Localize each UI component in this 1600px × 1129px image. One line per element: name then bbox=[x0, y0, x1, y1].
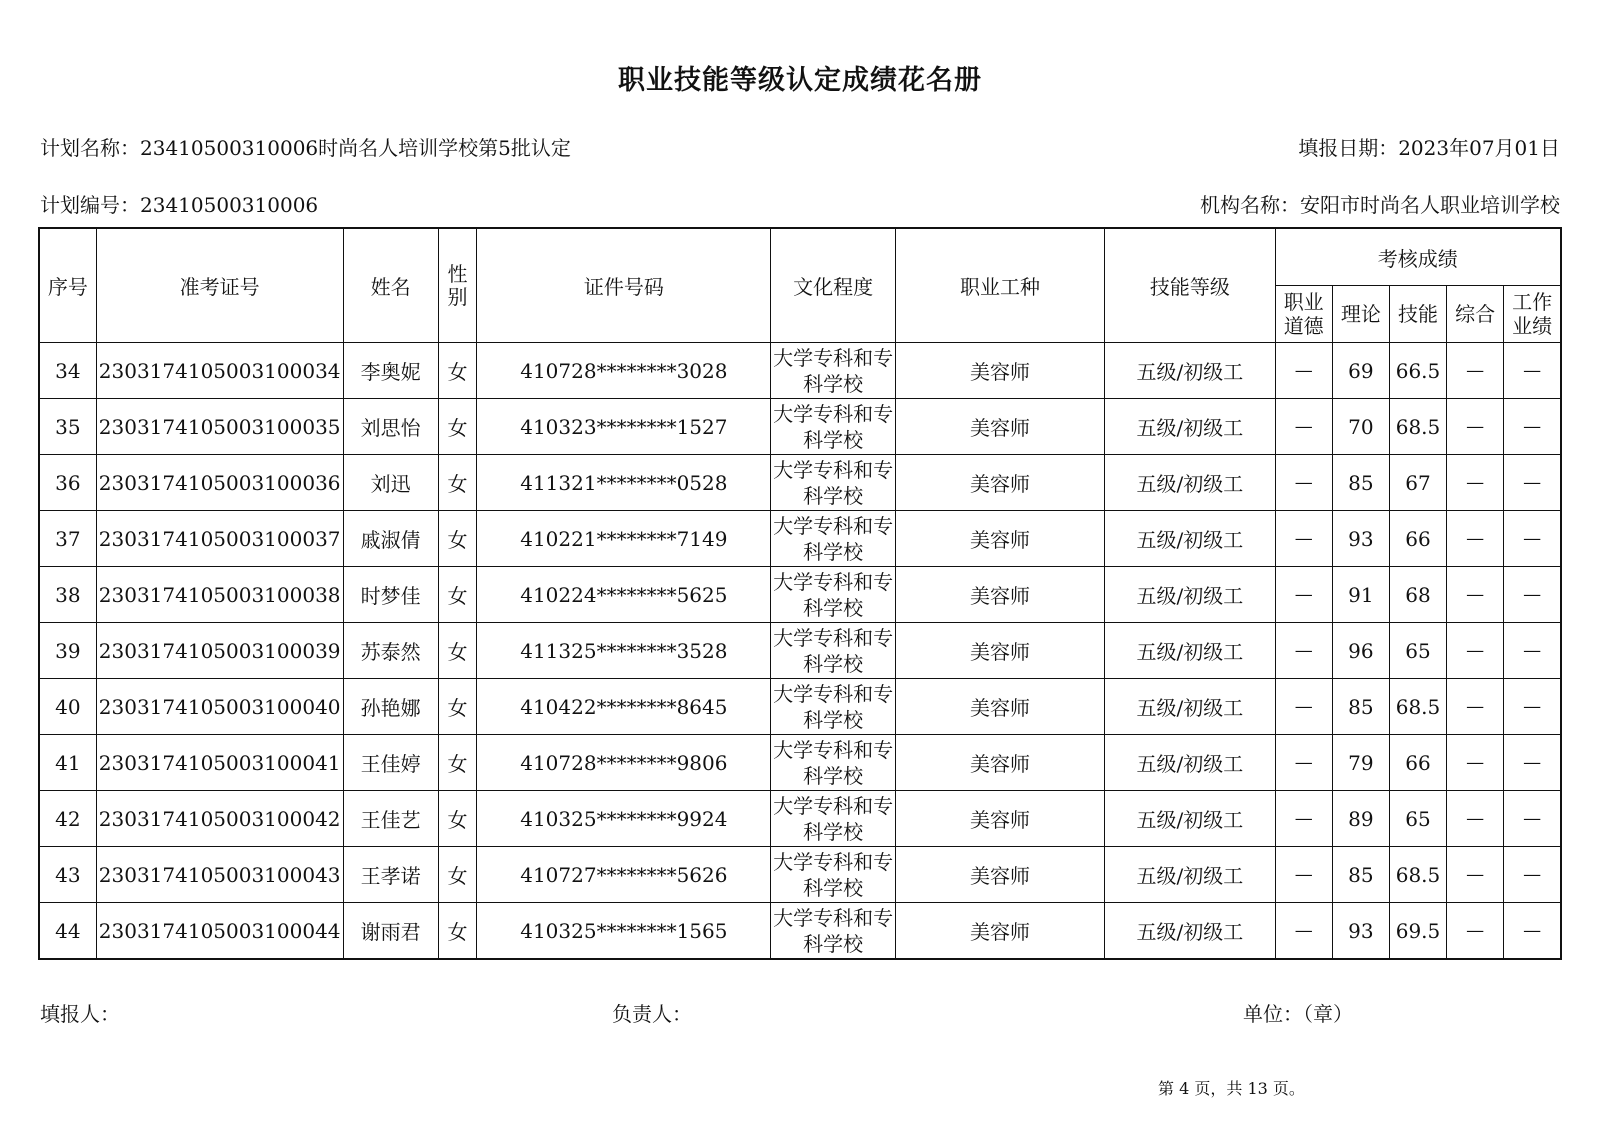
cell-gender: 女 bbox=[438, 567, 477, 623]
cell-seq: 35 bbox=[39, 399, 96, 455]
cell-overall: — bbox=[1447, 735, 1504, 791]
cell-occupation: 美容师 bbox=[895, 567, 1104, 623]
cell-id-no: 410728********3028 bbox=[477, 343, 771, 399]
table-row bbox=[39, 735, 1561, 791]
cell-education: 大学专科和专科学校 bbox=[771, 847, 896, 903]
cell-seq: 44 bbox=[39, 903, 96, 960]
col-header-overall: 综合 bbox=[1447, 286, 1504, 343]
cell-ethics: — bbox=[1275, 567, 1332, 623]
page-title: 职业技能等级认定成绩花名册 bbox=[618, 65, 982, 96]
col-header-scores: 考核成绩 bbox=[1275, 228, 1561, 286]
cell-theory: 69 bbox=[1332, 343, 1389, 399]
cell-ethics: — bbox=[1275, 679, 1332, 735]
table-row bbox=[39, 399, 1561, 455]
cell-gender: 女 bbox=[438, 343, 477, 399]
cell-education: 大学专科和专科学校 bbox=[771, 455, 896, 511]
cell-work: — bbox=[1504, 679, 1561, 735]
table-row bbox=[39, 679, 1561, 735]
col-header-occupation: 职业工种 bbox=[895, 228, 1104, 343]
col-header-exam-no: 准考证号 bbox=[96, 228, 343, 343]
cell-education: 大学专科和专科学校 bbox=[771, 399, 896, 455]
cell-level: 五级/初级工 bbox=[1105, 903, 1275, 960]
cell-overall: — bbox=[1447, 623, 1504, 679]
cell-occupation: 美容师 bbox=[895, 735, 1104, 791]
cell-theory: 79 bbox=[1332, 735, 1389, 791]
supervisor-label: 负责人： bbox=[612, 1002, 692, 1026]
cell-theory: 85 bbox=[1332, 679, 1389, 735]
cell-level: 五级/初级工 bbox=[1105, 567, 1275, 623]
plan-name: 计划名称：23410500310006时尚名人培训学校第5批认定 bbox=[40, 136, 571, 160]
cell-work: — bbox=[1504, 511, 1561, 567]
cell-education: 大学专科和专科学校 bbox=[771, 567, 896, 623]
cell-id-no: 410325********1565 bbox=[477, 903, 771, 960]
cell-education: 大学专科和专科学校 bbox=[771, 343, 896, 399]
cell-seq: 43 bbox=[39, 847, 96, 903]
cell-skill: 68.5 bbox=[1389, 679, 1446, 735]
cell-exam-no: 2303174105003100038 bbox=[96, 567, 343, 623]
cell-name: 李奥妮 bbox=[343, 343, 438, 399]
col-header-ethics: 职业道德 bbox=[1275, 286, 1332, 343]
cell-exam-no: 2303174105003100035 bbox=[96, 399, 343, 455]
cell-ethics: — bbox=[1275, 847, 1332, 903]
cell-education: 大学专科和专科学校 bbox=[771, 679, 896, 735]
cell-name: 刘思怡 bbox=[343, 399, 438, 455]
cell-gender: 女 bbox=[438, 847, 477, 903]
table-row bbox=[39, 455, 1561, 511]
cell-theory: 85 bbox=[1332, 847, 1389, 903]
org-name: 机构名称：安阳市时尚名人职业培训学校 bbox=[1200, 193, 1560, 217]
cell-seq: 41 bbox=[39, 735, 96, 791]
cell-gender: 女 bbox=[438, 511, 477, 567]
cell-skill: 65 bbox=[1389, 623, 1446, 679]
cell-level: 五级/初级工 bbox=[1105, 679, 1275, 735]
cell-exam-no: 2303174105003100040 bbox=[96, 679, 343, 735]
cell-occupation: 美容师 bbox=[895, 903, 1104, 960]
cell-gender: 女 bbox=[438, 903, 477, 960]
cell-ethics: — bbox=[1275, 511, 1332, 567]
cell-overall: — bbox=[1447, 343, 1504, 399]
cell-name: 时梦佳 bbox=[343, 567, 438, 623]
cell-name: 王佳艺 bbox=[343, 791, 438, 847]
cell-level: 五级/初级工 bbox=[1105, 791, 1275, 847]
table-row bbox=[39, 623, 1561, 679]
cell-overall: — bbox=[1447, 567, 1504, 623]
cell-work: — bbox=[1504, 567, 1561, 623]
cell-name: 苏泰然 bbox=[343, 623, 438, 679]
cell-skill: 67 bbox=[1389, 455, 1446, 511]
cell-exam-no: 2303174105003100037 bbox=[96, 511, 343, 567]
roster-body bbox=[39, 343, 1561, 960]
col-header-skill: 技能 bbox=[1389, 286, 1446, 343]
cell-level: 五级/初级工 bbox=[1105, 623, 1275, 679]
cell-gender: 女 bbox=[438, 679, 477, 735]
cell-seq: 38 bbox=[39, 567, 96, 623]
filler-label: 填报人： bbox=[40, 1002, 120, 1026]
cell-exam-no: 2303174105003100041 bbox=[96, 735, 343, 791]
cell-gender: 女 bbox=[438, 791, 477, 847]
cell-ethics: — bbox=[1275, 735, 1332, 791]
cell-overall: — bbox=[1447, 679, 1504, 735]
cell-name: 王孝诺 bbox=[343, 847, 438, 903]
col-header-seq: 序号 bbox=[39, 228, 96, 343]
cell-seq: 42 bbox=[39, 791, 96, 847]
cell-work: — bbox=[1504, 847, 1561, 903]
cell-theory: 96 bbox=[1332, 623, 1389, 679]
cell-work: — bbox=[1504, 623, 1561, 679]
cell-overall: — bbox=[1447, 903, 1504, 960]
table-row bbox=[39, 511, 1561, 567]
cell-theory: 93 bbox=[1332, 511, 1389, 567]
cell-ethics: — bbox=[1275, 791, 1332, 847]
cell-exam-no: 2303174105003100034 bbox=[96, 343, 343, 399]
cell-seq: 39 bbox=[39, 623, 96, 679]
cell-level: 五级/初级工 bbox=[1105, 343, 1275, 399]
cell-theory: 91 bbox=[1332, 567, 1389, 623]
cell-skill: 68.5 bbox=[1389, 399, 1446, 455]
cell-skill: 66 bbox=[1389, 511, 1446, 567]
cell-occupation: 美容师 bbox=[895, 455, 1104, 511]
cell-overall: — bbox=[1447, 847, 1504, 903]
cell-name: 王佳婷 bbox=[343, 735, 438, 791]
cell-theory: 85 bbox=[1332, 455, 1389, 511]
cell-work: — bbox=[1504, 455, 1561, 511]
cell-id-no: 410727********5626 bbox=[477, 847, 771, 903]
cell-seq: 34 bbox=[39, 343, 96, 399]
cell-gender: 女 bbox=[438, 455, 477, 511]
cell-exam-no: 2303174105003100042 bbox=[96, 791, 343, 847]
cell-ethics: — bbox=[1275, 399, 1332, 455]
table-row bbox=[39, 567, 1561, 623]
table-row bbox=[39, 847, 1561, 903]
cell-level: 五级/初级工 bbox=[1105, 847, 1275, 903]
cell-occupation: 美容师 bbox=[895, 623, 1104, 679]
col-header-work: 工作业绩 bbox=[1504, 286, 1561, 343]
cell-education: 大学专科和专科学校 bbox=[771, 791, 896, 847]
cell-id-no: 411325********3528 bbox=[477, 623, 771, 679]
cell-skill: 68 bbox=[1389, 567, 1446, 623]
cell-education: 大学专科和专科学校 bbox=[771, 903, 896, 960]
cell-level: 五级/初级工 bbox=[1105, 399, 1275, 455]
score-roster-table bbox=[38, 227, 1562, 960]
cell-level: 五级/初级工 bbox=[1105, 455, 1275, 511]
col-header-theory: 理论 bbox=[1332, 286, 1389, 343]
page-indicator: 第 4 页，共 13 页。 bbox=[1158, 1079, 1305, 1098]
cell-work: — bbox=[1504, 903, 1561, 960]
cell-ethics: — bbox=[1275, 623, 1332, 679]
cell-exam-no: 2303174105003100044 bbox=[96, 903, 343, 960]
cell-occupation: 美容师 bbox=[895, 511, 1104, 567]
cell-skill: 68.5 bbox=[1389, 847, 1446, 903]
cell-theory: 70 bbox=[1332, 399, 1389, 455]
table-row bbox=[39, 791, 1561, 847]
unit-seal-label: 单位：（章） bbox=[1243, 1002, 1353, 1026]
col-header-name: 姓名 bbox=[343, 228, 438, 343]
cell-skill: 66 bbox=[1389, 735, 1446, 791]
cell-seq: 37 bbox=[39, 511, 96, 567]
table-row bbox=[39, 903, 1561, 960]
cell-level: 五级/初级工 bbox=[1105, 735, 1275, 791]
cell-ethics: — bbox=[1275, 903, 1332, 960]
cell-id-no: 410422********8645 bbox=[477, 679, 771, 735]
cell-id-no: 410728********9806 bbox=[477, 735, 771, 791]
cell-exam-no: 2303174105003100036 bbox=[96, 455, 343, 511]
cell-exam-no: 2303174105003100039 bbox=[96, 623, 343, 679]
cell-overall: — bbox=[1447, 455, 1504, 511]
cell-skill: 69.5 bbox=[1389, 903, 1446, 960]
cell-work: — bbox=[1504, 791, 1561, 847]
cell-skill: 65 bbox=[1389, 791, 1446, 847]
col-header-id-no: 证件号码 bbox=[477, 228, 771, 343]
cell-id-no: 410325********9924 bbox=[477, 791, 771, 847]
cell-overall: — bbox=[1447, 399, 1504, 455]
cell-level: 五级/初级工 bbox=[1105, 511, 1275, 567]
cell-exam-no: 2303174105003100043 bbox=[96, 847, 343, 903]
cell-name: 孙艳娜 bbox=[343, 679, 438, 735]
cell-name: 刘迅 bbox=[343, 455, 438, 511]
cell-seq: 40 bbox=[39, 679, 96, 735]
cell-education: 大学专科和专科学校 bbox=[771, 511, 896, 567]
cell-overall: — bbox=[1447, 511, 1504, 567]
cell-education: 大学专科和专科学校 bbox=[771, 735, 896, 791]
cell-work: — bbox=[1504, 343, 1561, 399]
cell-id-no: 410224********5625 bbox=[477, 567, 771, 623]
cell-ethics: — bbox=[1275, 343, 1332, 399]
cell-seq: 36 bbox=[39, 455, 96, 511]
cell-id-no: 410221********7149 bbox=[477, 511, 771, 567]
plan-code: 计划编号：23410500310006 bbox=[40, 193, 319, 217]
cell-theory: 89 bbox=[1332, 791, 1389, 847]
cell-id-no: 411321********0528 bbox=[477, 455, 771, 511]
cell-gender: 女 bbox=[438, 735, 477, 791]
cell-occupation: 美容师 bbox=[895, 343, 1104, 399]
cell-occupation: 美容师 bbox=[895, 679, 1104, 735]
cell-work: — bbox=[1504, 399, 1561, 455]
cell-name: 戚淑倩 bbox=[343, 511, 438, 567]
cell-skill: 66.5 bbox=[1389, 343, 1446, 399]
col-header-education: 文化程度 bbox=[771, 228, 896, 343]
cell-work: — bbox=[1504, 735, 1561, 791]
col-header-level: 技能等级 bbox=[1105, 228, 1275, 343]
cell-gender: 女 bbox=[438, 399, 477, 455]
cell-ethics: — bbox=[1275, 455, 1332, 511]
cell-occupation: 美容师 bbox=[895, 791, 1104, 847]
cell-occupation: 美容师 bbox=[895, 399, 1104, 455]
cell-occupation: 美容师 bbox=[895, 847, 1104, 903]
cell-gender: 女 bbox=[438, 623, 477, 679]
table-row bbox=[39, 343, 1561, 399]
cell-name: 谢雨君 bbox=[343, 903, 438, 960]
fill-date: 填报日期：2023年07月01日 bbox=[1298, 136, 1560, 160]
cell-education: 大学专科和专科学校 bbox=[771, 623, 896, 679]
cell-theory: 93 bbox=[1332, 903, 1389, 960]
col-header-gender: 性别 bbox=[438, 228, 477, 343]
cell-overall: — bbox=[1447, 791, 1504, 847]
cell-id-no: 410323********1527 bbox=[477, 399, 771, 455]
